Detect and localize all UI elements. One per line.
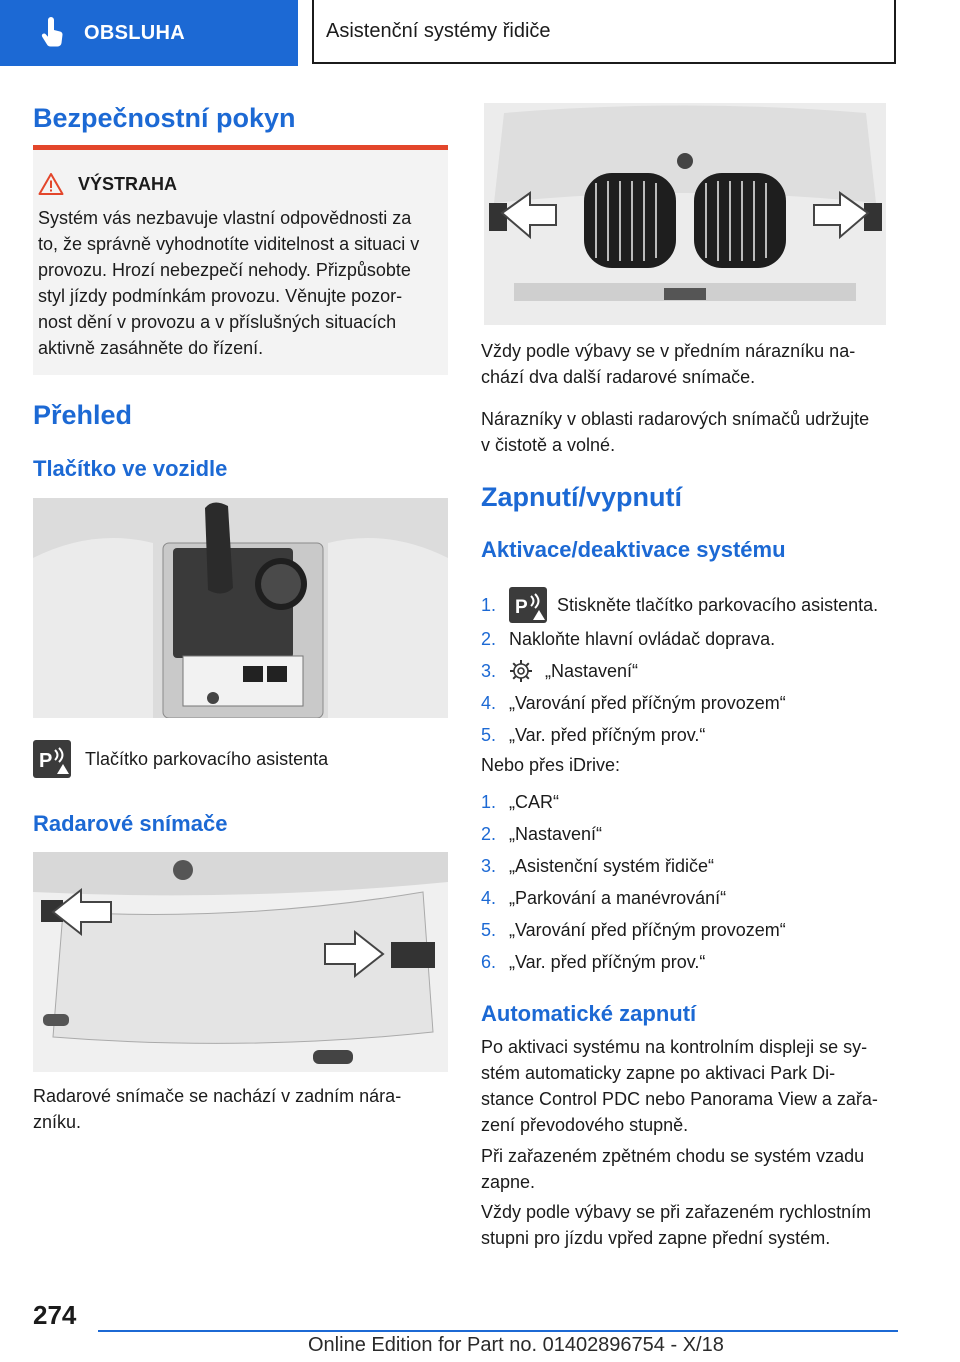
warning-line: Systém vás nezbavuje vlastní odpovědnosti za: [38, 208, 412, 228]
step-text: „Var. před příčným prov.“: [509, 724, 706, 745]
reverse-text: [481, 1143, 901, 1195]
step-text: Stiskněte tlačítko parkovacího asistenta.: [557, 594, 879, 615]
step-text: Nakloňte hlavní ovládač doprava.: [509, 628, 776, 649]
step-text: „Varování před příčným provozem“: [509, 692, 786, 713]
svg-text:P: P: [515, 597, 528, 618]
footer-edition: Online Edition for Part no. 01402896754 - X/18: [308, 1334, 724, 1356]
front-caption-line: chází dva další radarové snímače.: [481, 367, 756, 387]
step-number: 5.: [481, 724, 497, 745]
auto-text: [481, 1034, 901, 1138]
idrive-steps: [481, 786, 901, 978]
rear-caption-line: Radarové snímače se nachází v zadním nára-: [33, 1086, 402, 1106]
step-text: „Nastavení“: [545, 660, 639, 681]
step-text: „Nastavení“: [509, 823, 603, 844]
step-text: „Varování před příčným provozem“: [509, 919, 786, 940]
reverse-text-line: zapne.: [481, 1172, 536, 1192]
warning-title-text: VÝSTRAHA: [78, 173, 178, 194]
clean-note-line: v čistotě a volné.: [481, 435, 616, 455]
rear-bumper-image: [33, 852, 448, 1072]
onoff-heading: Zapnutí/vypnutí: [481, 482, 682, 512]
front-caption-line: Vždy podle výbavy se v předním nárazníku na-: [481, 341, 856, 361]
warning-line: to, že správně vyhodnotíte viditelnost a situaci v: [38, 234, 420, 254]
forward-text: [481, 1199, 901, 1251]
step-text: „Asistenční systém řidiče“: [509, 855, 715, 876]
chapter-title: Asistenční systémy řidiče: [326, 19, 551, 42]
footer-divider: [98, 1330, 898, 1332]
center-console-image: [33, 498, 448, 718]
forward-text-line: stupni pro jízdu vpřed zapne přední systém.: [481, 1228, 831, 1248]
list-item: [481, 655, 901, 687]
activation-heading: Aktivace/deaktivace systému: [481, 537, 786, 562]
button-heading: Tlačítko ve vozidle: [33, 456, 228, 481]
list-item: [481, 946, 901, 978]
list-item: [481, 850, 901, 882]
list-item: [481, 882, 901, 914]
front-bumper-image: [484, 103, 886, 325]
idrive-intro: Nebo přes iDrive:: [481, 755, 621, 775]
list-item: [481, 786, 901, 818]
step-number: 4.: [481, 887, 497, 908]
forward-text-line: Vždy podle výbavy se při zařazeném rychlostním: [481, 1202, 872, 1222]
auto-text-line: zení převodového stupně.: [481, 1115, 689, 1135]
step-number: 4.: [481, 692, 497, 713]
auto-text-line: stém automaticky zapne po aktivaci Park Di-: [481, 1063, 836, 1083]
radar-heading: Radarové snímače: [33, 811, 228, 836]
step-text: „CAR“: [509, 791, 559, 812]
step-number: 1.: [481, 594, 497, 615]
clean-note-line: Nárazníky v oblasti radarových snímačů udržujte: [481, 409, 870, 429]
list-item: [481, 687, 901, 719]
warning-title: [38, 172, 177, 196]
reverse-text-line: Při zařazeném zpětném chodu se systém vzadu: [481, 1146, 865, 1166]
step-number: 2.: [481, 823, 497, 844]
step-number: 3.: [481, 660, 497, 681]
step-text: „Var. před příčným prov.“: [509, 951, 706, 972]
auto-text-line: Po aktivaci systému na kontrolním displeji se sy-: [481, 1037, 868, 1057]
warning-line: provozu. Hrozí nebezpečí nehody. Přizpůsobte: [38, 260, 411, 280]
chapter-tab-label: OBSLUHA: [84, 21, 185, 44]
list-item: [481, 914, 901, 946]
list-item: [481, 719, 901, 751]
step-number: 2.: [481, 628, 497, 649]
front-caption: [481, 338, 901, 390]
step-number: 1.: [481, 791, 497, 812]
safety-heading: Bezpečnostní pokyn: [33, 103, 296, 133]
step-number: 3.: [481, 855, 497, 876]
warning-line: nost dění v provozu a v příslušných situacích: [38, 312, 397, 332]
svg-text:P: P: [39, 750, 53, 772]
clean-note: [481, 406, 901, 458]
warning-text: [38, 205, 448, 361]
activation-steps: [481, 587, 901, 751]
warning-line: styl jízdy podmínkám provozu. Věnujte pozor-: [38, 286, 403, 306]
step-number: 5.: [481, 919, 497, 940]
chapter-tab[interactable]: [0, 0, 298, 66]
rear-caption: [33, 1083, 448, 1135]
auto-text-line: stance Control PDC nebo Panorama View a zařa-: [481, 1089, 878, 1109]
chapter-title-box: [312, 0, 896, 64]
rear-caption-line: zníku.: [33, 1112, 82, 1132]
button-caption-row: [33, 740, 328, 778]
step-text: „Parkování a manévrování“: [509, 887, 727, 908]
button-caption: Tlačítko parkovacího asistenta: [85, 749, 329, 769]
overview-heading: Přehled: [33, 400, 133, 430]
list-item: [481, 818, 901, 850]
warning-triangle-icon: [38, 172, 64, 196]
page-number: 274: [33, 1300, 77, 1330]
gear-icon: [509, 659, 533, 683]
park-assist-button-icon: [509, 587, 547, 623]
warning-line: aktivně zasáhněte do řízení.: [38, 338, 264, 358]
list-item: [481, 623, 901, 655]
auto-heading: Automatické zapnutí: [481, 1001, 697, 1026]
step-number: 6.: [481, 951, 497, 972]
hand-pointer-icon: [40, 17, 66, 49]
list-item: [481, 587, 901, 623]
park-assist-button-icon: [33, 740, 71, 778]
